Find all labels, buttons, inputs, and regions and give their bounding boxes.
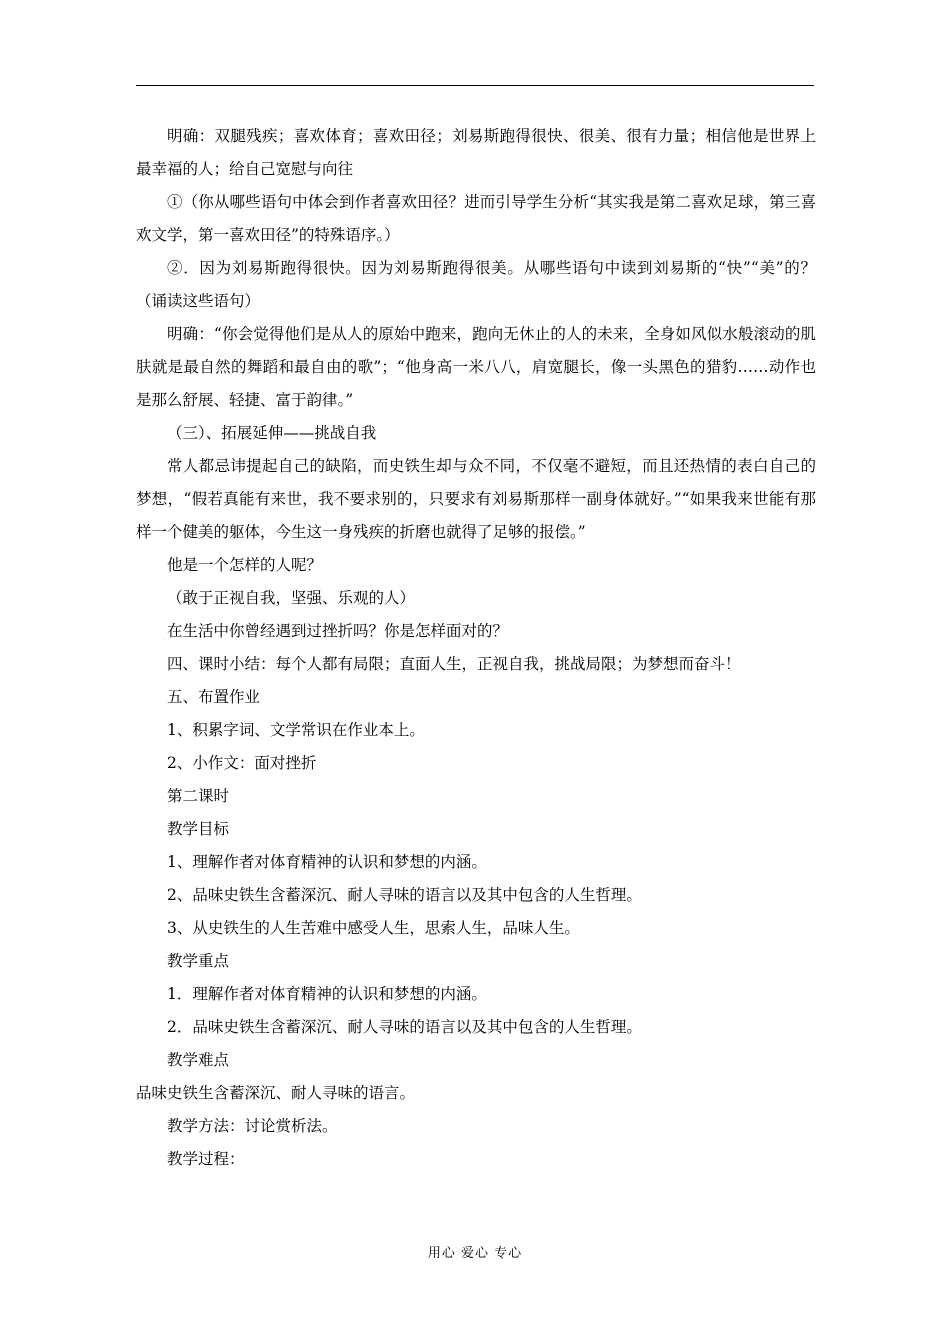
list-item: 1、积累字词、文学常识在作业本上。 xyxy=(167,721,425,739)
paragraph: 在生活中你曾经遇到过挫折吗？你是怎样面对的？ xyxy=(167,622,509,640)
paragraph: 四、课时小结：每个人都有局限；直面人生，正视自我，挑战局限；为梦想而奋斗！ xyxy=(167,655,741,673)
section-heading: 教学目标 xyxy=(167,820,230,838)
paragraph: 教学方法：讨论赏析法。 xyxy=(167,1117,338,1135)
list-item: 2．品味史铁生含蓄深沉、耐人寻味的语言以及其中包含的人生哲理。 xyxy=(167,1018,642,1036)
paragraph: 品味史铁生含蓄深沉、耐人寻味的语言。 xyxy=(136,1084,416,1102)
paragraph: 教学过程： xyxy=(167,1150,245,1168)
list-item: 2、小作文：面对挫折 xyxy=(167,754,317,772)
document-body xyxy=(136,120,816,1176)
list-item: 1、理解作者对体育精神的认识和梦想的内涵。 xyxy=(167,853,487,871)
paragraph: ②．因为刘易斯跑得很快。因为刘易斯跑得很美。从哪些语句中读到刘易斯的“快”“美”的？（诵读这些语句） xyxy=(136,259,816,310)
header-rule xyxy=(136,85,814,86)
list-item: 1．理解作者对体育精神的认识和梦想的内涵。 xyxy=(167,985,487,1003)
section-heading: （三）、拓展延伸——挑战自我 xyxy=(167,424,377,442)
paragraph: 他是一个怎样的人呢？ xyxy=(167,556,323,574)
section-heading: 教学难点 xyxy=(167,1051,230,1069)
page-footer: 用心 爱心 专心 xyxy=(427,1246,523,1261)
list-item: 2、品味史铁生含蓄深沉、耐人寻味的语言以及其中包含的人生哲理。 xyxy=(167,886,642,904)
paragraph: 常人都忌讳提起自己的缺陷，而史铁生却与众不同，不仅毫不避短，而且还热情的表白自己的梦想，“假若真能有来世，我不要求别的，只要求有刘易斯那样一副身体就好。”“如果我来世能有那样一个健美的躯体，今生这一身残疾的折磨也就得了足够的报偿。” xyxy=(136,457,816,541)
paragraph: ①（你从哪些语句中体会到作者喜欢田径？进而引导学生分析“其实我是第二喜欢足球，第三喜欢文学，第一喜欢田径”的特殊语序。） xyxy=(136,193,816,244)
paragraph: （敢于正视自我，坚强、乐观的人） xyxy=(167,589,416,607)
section-heading: 教学重点 xyxy=(167,952,230,970)
section-heading: 五、布置作业 xyxy=(167,688,261,706)
paragraph: 明确：双腿残疾；喜欢体育；喜欢田径；刘易斯跑得很快、很美、很有力量；相信他是世界上最幸福的人；给自己宽慰与向往 xyxy=(136,127,816,178)
paragraph: 明确：“你会觉得他们是从人的原始中跑来，跑向无休止的人的未来，全身如风似水般滚动的肌肤就是最自然的舞蹈和最自由的歌”；“他身高一米八八，肩宽腿长，像一头黑色的猎豹……动作也是那么舒展、轻捷、富于韵律。” xyxy=(136,325,816,409)
section-heading: 第二课时 xyxy=(167,787,230,805)
list-item: 3、从史铁生的人生苦难中感受人生，思索人生，品味人生。 xyxy=(167,919,580,937)
